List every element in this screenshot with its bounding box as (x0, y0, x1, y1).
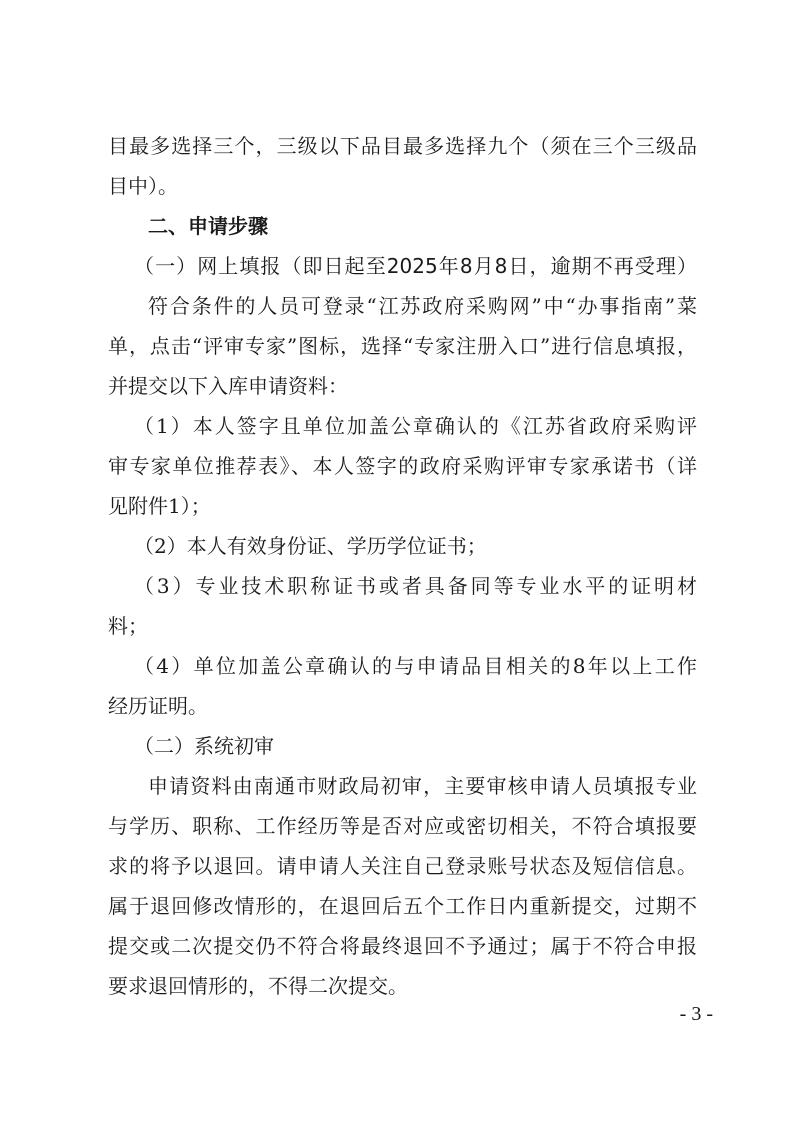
body-text-line: 属于退回修改情形的，在退回后五个工作日内重新提交，过期不 (108, 894, 697, 918)
body-text-line: 与学历、职称、工作经历等是否对应或密切相关，不符合填报要 (108, 814, 697, 838)
body-text-line: 要求退回情形的，不得二次提交。 (108, 974, 408, 998)
body-text-line: 符合条件的人员可登录“江苏政府采购网”中“办事指南”菜 (148, 294, 697, 318)
list-item-line: （2）本人有效身份证、学历学位证书； (134, 534, 487, 558)
list-item-line: （4）单位加盖公章确认的与申请品目相关的8年以上工作 (134, 654, 697, 678)
body-text-line: 目最多选择三个，三级以下品目最多选择九个（须在三个三级品 (108, 134, 697, 158)
body-text-line: 并提交以下入库申请资料： (108, 374, 348, 398)
list-item-line: （1）本人签字且单位加盖公章确认的《江苏省政府采购评 (134, 414, 697, 438)
body-text-line: 提交或二次提交仍不符合将最终退回不予通过；属于不符合申报 (108, 934, 697, 958)
list-item-line: 见附件1）； (108, 494, 211, 518)
subsection-heading: （二）系统初审 (134, 734, 274, 758)
body-text-line: 求的将予以退回。请申请人关注自己登录账号状态及短信信息。 (108, 854, 697, 878)
list-item-line: 经历证明。 (108, 694, 208, 718)
subsection-heading: （一）网上填报（即日起至2025年8月8日，逾期不再受理） (134, 254, 697, 278)
body-text-line: 申请资料由南通市财政局初审，主要审核申请人员填报专业 (148, 774, 697, 798)
body-text-line: 目中）。 (108, 174, 178, 198)
section-heading: 二、申请步骤 (148, 214, 268, 238)
list-item-line: （3）专业技术职称证书或者具备同等专业水平的证明材 (134, 574, 697, 598)
list-item-line: 审专家单位推荐表》、本人签字的政府采购评审专家承诺书（详 (108, 454, 697, 478)
page-number: - 3 - (679, 1003, 713, 1025)
list-item-line: 料； (108, 614, 148, 638)
body-text-line: 单，点击“评审专家”图标，选择“专家注册入口”进行信息填报， (108, 334, 697, 358)
